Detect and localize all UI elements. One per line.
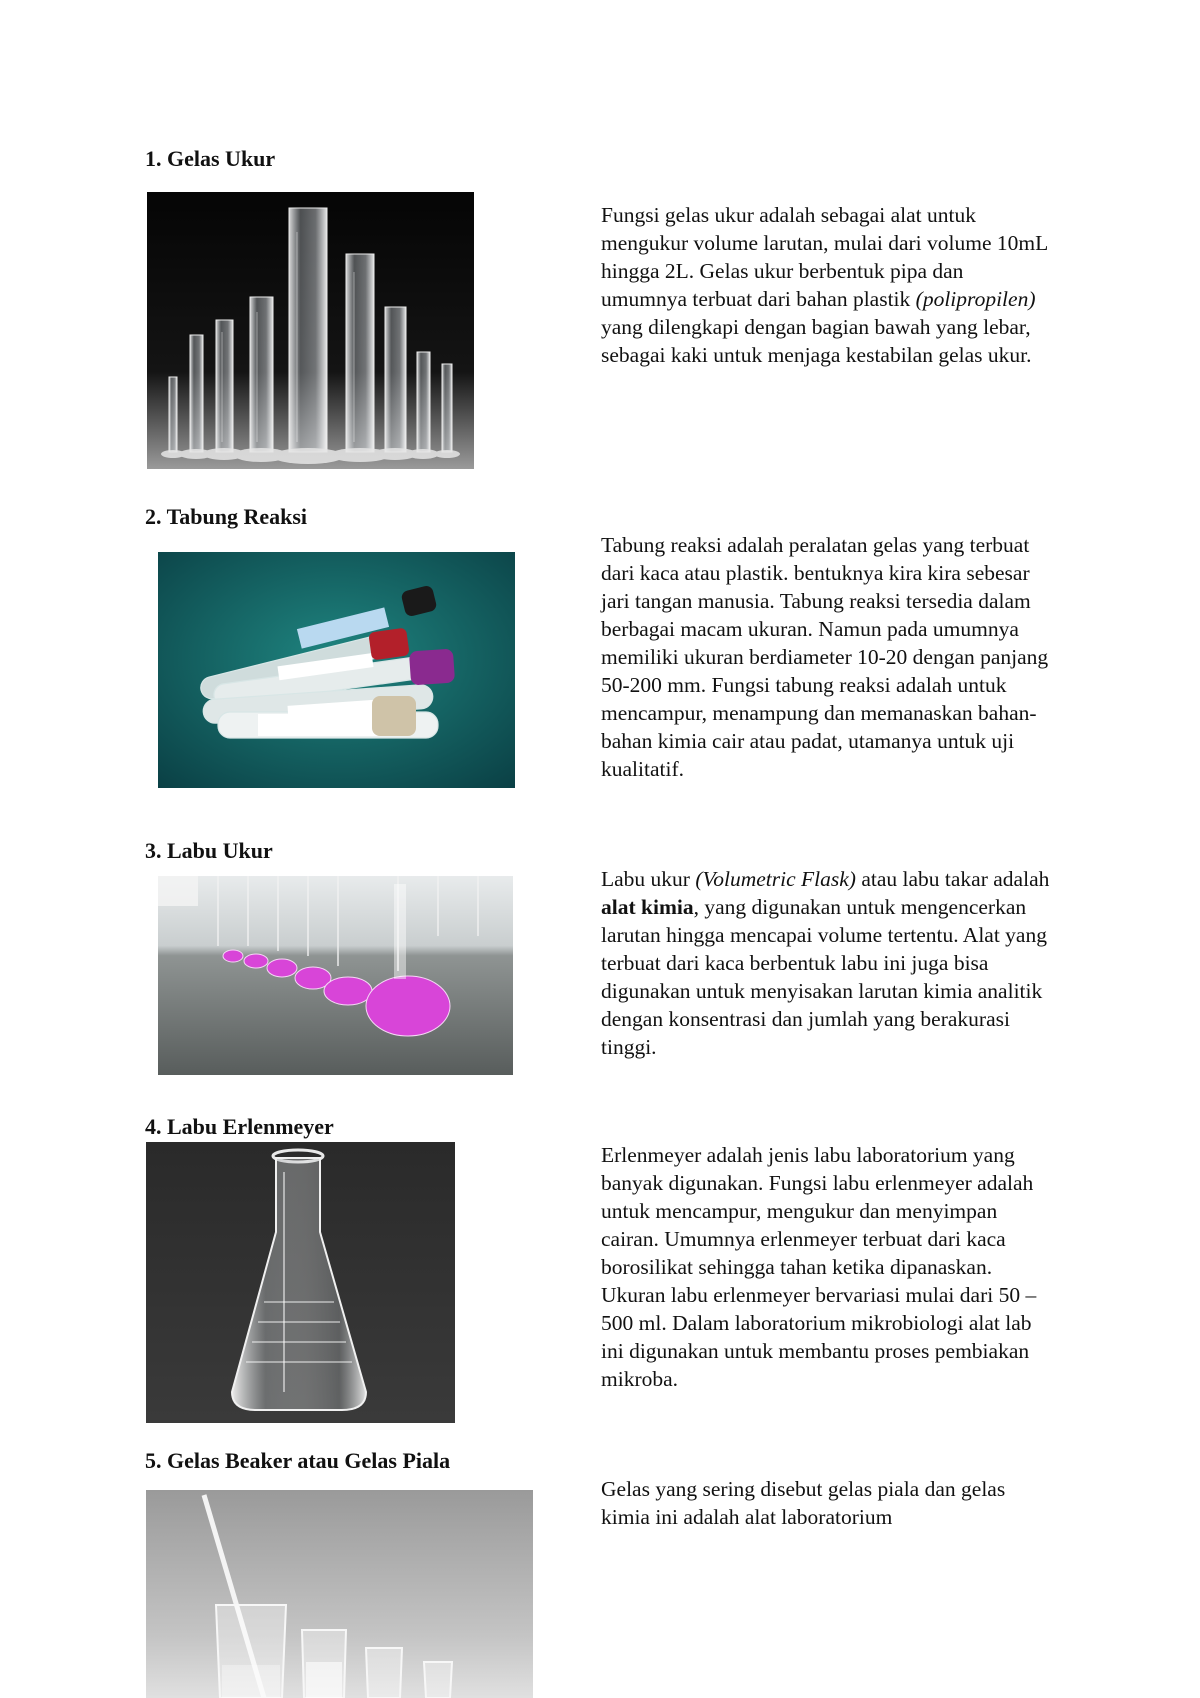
text-run: (polipropilen) [915,287,1036,311]
photo-test-tubes [158,552,515,788]
photo-erlenmeyer-flask [146,1142,455,1423]
section-4-paragraph [601,1141,1051,1393]
section-5-title: 5. Gelas Beaker atau Gelas Piala [145,1448,451,1473]
section-2-title: 2. Tabung Reaksi [145,504,308,529]
photo-graduated-cylinders [147,192,474,469]
text-run: alat kimia [601,895,694,919]
text-run: Labu ukur [601,867,696,891]
text-run: Erlenmeyer adalah jenis labu laboratorium yang banyak digunakan. Fungsi labu erlenmeyer adalah untuk mencampur, mengukur dan menyimpan cairan. Umumnya erlenmeyer terbuat dari kaca borosilikat sehingga tahan ketika dipanaskan. Ukuran labu erlenmeyer bervariasi mulai dari 50 – 500 ml. Dalam laboratorium mikrobiologi alat lab ini digunakan untuk membantu proses pembiakan mikroba. [601,1143,1037,1391]
text-run: atau labu takar adalah [855,867,1050,891]
text-run: Fungsi gelas ukur adalah sebagai alat untuk mengukur volume larutan, mulai dari volume 10mL hingga 2L. Gelas ukur berbentuk pipa dan umumnya terbuat dari bahan plastik [601,203,1048,311]
section-1-title: 1. Gelas Ukur [145,146,276,171]
text-run: Tabung reaksi adalah peralatan gelas yang terbuat dari kaca atau plastik. bentuknya kira kira sebesar jari tangan manusia. Tabung reaksi tersedia dalam berbagai macam ukuran. Namun pada umumnya memiliki ukuran berdiameter 10-20 dengan panjang 50-200 mm. Fungsi tabung reaksi adalah untuk mencampur, menampung dan memanaskan bahan-bahan kimia cair atau padat, utamanya untuk uji kualitatif. [601,533,1049,781]
section-3-paragraph [601,865,1051,1061]
section-5-paragraph [601,1475,1051,1531]
text-run: (Volumetric Flask) [695,867,856,891]
photo-beakers [146,1490,533,1698]
section-2-paragraph [601,531,1051,783]
section-3-title: 3. Labu Ukur [145,838,273,863]
section-4-title: 4. Labu Erlenmeyer [145,1114,334,1139]
photo-volumetric-flasks [158,876,513,1075]
text-run: yang dilengkapi dengan bagian bawah yang lebar, sebagai kaki untuk menjaga kestabilan gelas ukur. [601,315,1032,367]
text-run: , yang digunakan untuk mengencerkan larutan hingga mencapai volume tertentu. Alat yang terbuat dari kaca berbentuk labu ini juga bisa digunakan untuk menyisakan larutan kimia analitik dengan konsentrasi dan jumlah yang berakurasi tinggi. [601,895,1047,1059]
text-run: Gelas yang sering disebut gelas piala dan gelas kimia ini adalah alat laboratorium [601,1477,1006,1529]
section-1-paragraph [601,201,1051,369]
